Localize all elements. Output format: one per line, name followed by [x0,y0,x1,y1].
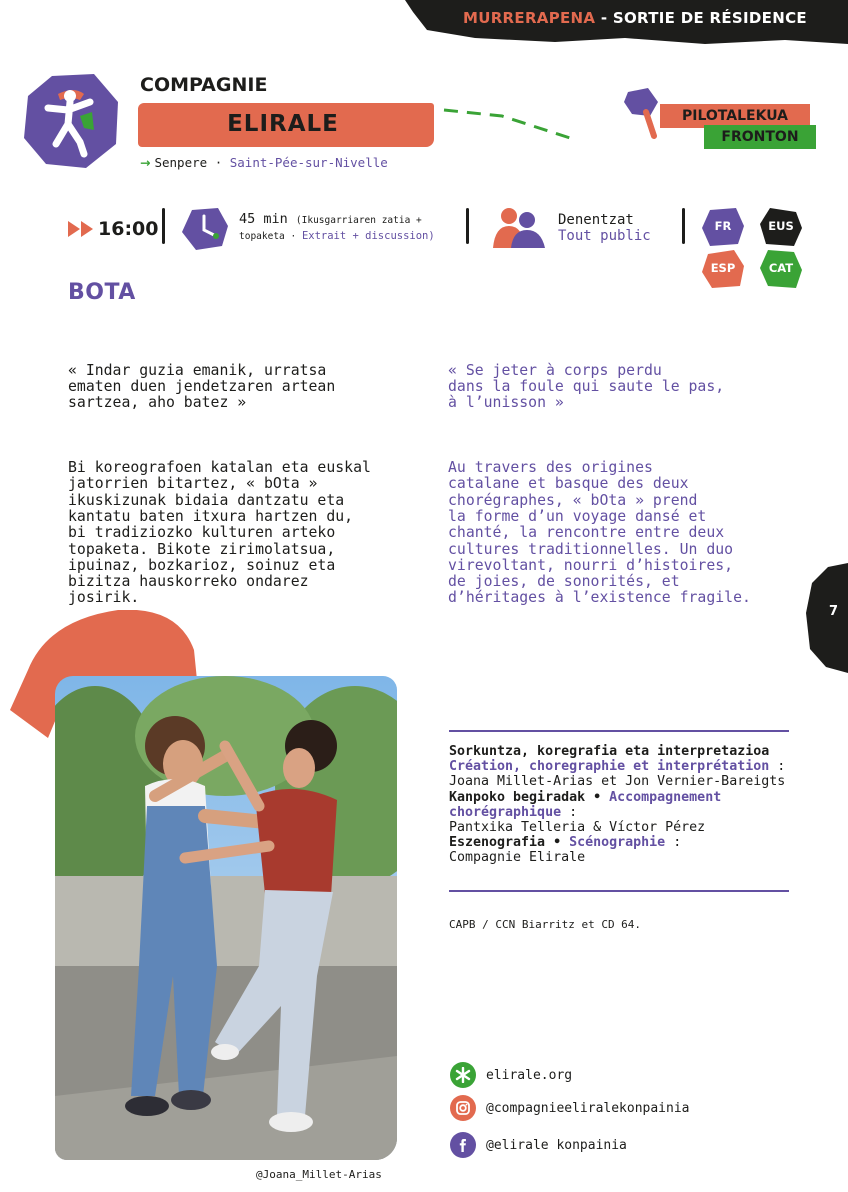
web-asterisk-icon [450,1062,476,1088]
role3-fr: Scénographie [569,835,666,851]
company-name: ELIRALE [227,111,339,137]
role3-names: Compagnie Elirale [449,850,586,866]
location-fr: Saint-Pée-sur-Nivelle [229,155,388,170]
language-badge-esp [702,250,744,288]
duration [239,212,435,244]
page-number: 7 [829,604,839,619]
role2-names: Pantxika Telleria & Víctor Pérez [449,820,706,836]
language-code: FR [714,219,732,233]
language-badge-eus [760,208,802,246]
audience [558,212,651,244]
duration-detail-separator: · [284,231,302,242]
banner-title: MURRERAPENA [463,9,596,27]
support-credits: CAPB / CCN Biarritz et CD 64. [449,918,642,931]
divider [682,208,685,244]
colon: : [769,759,786,775]
page-tab [806,563,848,673]
location-eu: Senpere [154,155,208,170]
language-badge-fr [702,208,744,246]
quote-eu: « Indar guzia emanik, urratsa ematen duen jendetzaren artean sartzea, aho batez » [68,361,336,412]
dancers-photo-illustration [55,676,397,1160]
venue-fr-box [704,125,816,149]
duration-value: 45 min [239,211,288,227]
description-eu: Bi koreografoen katalan eta euskal jatorrien bitartez, « bOta » ikuskizunak bidaia dantzatu eta kantatu baten itxura hartzen du, bi tradiziozko kulturen arteko topaketa. Bikote zirimolatsua, ipuinaz, bozkarioz, soinuz eta bizitza hauskorreko ondarez josirik. [68,459,371,607]
audience-fr: Tout public [558,228,651,244]
facebook-link[interactable]: @elirale konpainia [486,1137,627,1153]
show-time: 16:00 [98,218,159,240]
quote-fr: « Se jeter à corps perdu dans la foule qui saute le pas, à l’unisson » [448,361,725,412]
clock-icon [182,208,228,250]
bullet: • [545,835,570,851]
pelota-paddle-icon [622,86,664,140]
language-code: EUS [768,219,794,233]
colon: : [561,804,578,820]
banner-separator: - [595,9,613,27]
venue-fr: FRONTON [721,129,799,145]
dashed-connector [442,104,582,140]
arrow-right-icon: → [140,155,151,170]
role3-eu: Eszenografia [449,835,546,851]
website-link[interactable]: elirale.org [486,1067,573,1083]
duration-detail-eu2: topaketa [239,231,285,242]
top-banner [405,0,848,44]
credits-block [449,744,785,866]
role1-names: Joana Millet-Arias et Jon Vernier-Bareigts [449,774,786,790]
description-fr: Au travers des origines catalane et basque des deux chorégraphes, « bOta » prend la forme d’un voyage dansé et chanté, la rencontre entre deux cultures traditionnelles. Un duo virevoltant, nourri d’histoires, de joies, de sonorités, et d’héritages à l’existence fragile. [448,459,751,607]
colon: : [665,835,682,851]
dancers-photo [55,676,397,1160]
rule-bottom [449,890,789,892]
location [140,155,388,170]
text-column-fr [448,330,751,639]
banner-text [463,9,807,27]
company-name-box [138,103,434,147]
text-column-eu [68,330,371,639]
show-title: BOTA [68,280,136,305]
duration-detail-eu: (Ikusgarriaren zatia + [295,215,422,226]
language-badge-cat [760,250,802,288]
role1-fr: Création, choregraphie et interprétation [449,759,770,775]
divider [162,208,165,244]
banner-subtitle: SORTIE DE RÉSIDENCE [612,9,807,27]
facebook-icon [450,1132,476,1158]
rule-top [449,730,789,732]
duration-detail-fr: Extrait + discussion) [301,230,435,242]
divider [466,208,469,244]
instagram-icon [450,1095,476,1121]
audience-eu: Denentzat [558,212,634,228]
social-facebook[interactable] [450,1132,627,1158]
photo-credit: @Joana_Millet-Arias [256,1168,382,1181]
role2-fr-line1: Accompagnement [609,789,722,805]
social-website[interactable] [450,1062,572,1088]
language-code: CAT [768,261,794,275]
company-label: COMPAGNIE [140,74,268,96]
instagram-link[interactable]: @compagnieeliralekonpainia [486,1100,690,1116]
role2-eu: Kanpoko begiradak [449,789,586,805]
dancer-logo-icon [22,72,122,172]
bullet: • [585,789,610,805]
audience-icon [491,206,547,248]
location-separator: · [207,155,230,170]
role1-eu: Sorkuntza, koregrafia eta interpretazioa [449,744,770,759]
time-block [68,218,158,240]
language-code: ESP [710,261,736,275]
venue-eu: PILOTALEKUA [682,108,788,124]
play-arrows-icon [68,220,94,238]
social-instagram[interactable] [450,1095,690,1121]
role2-fr-line2: chorégraphique [449,804,562,820]
